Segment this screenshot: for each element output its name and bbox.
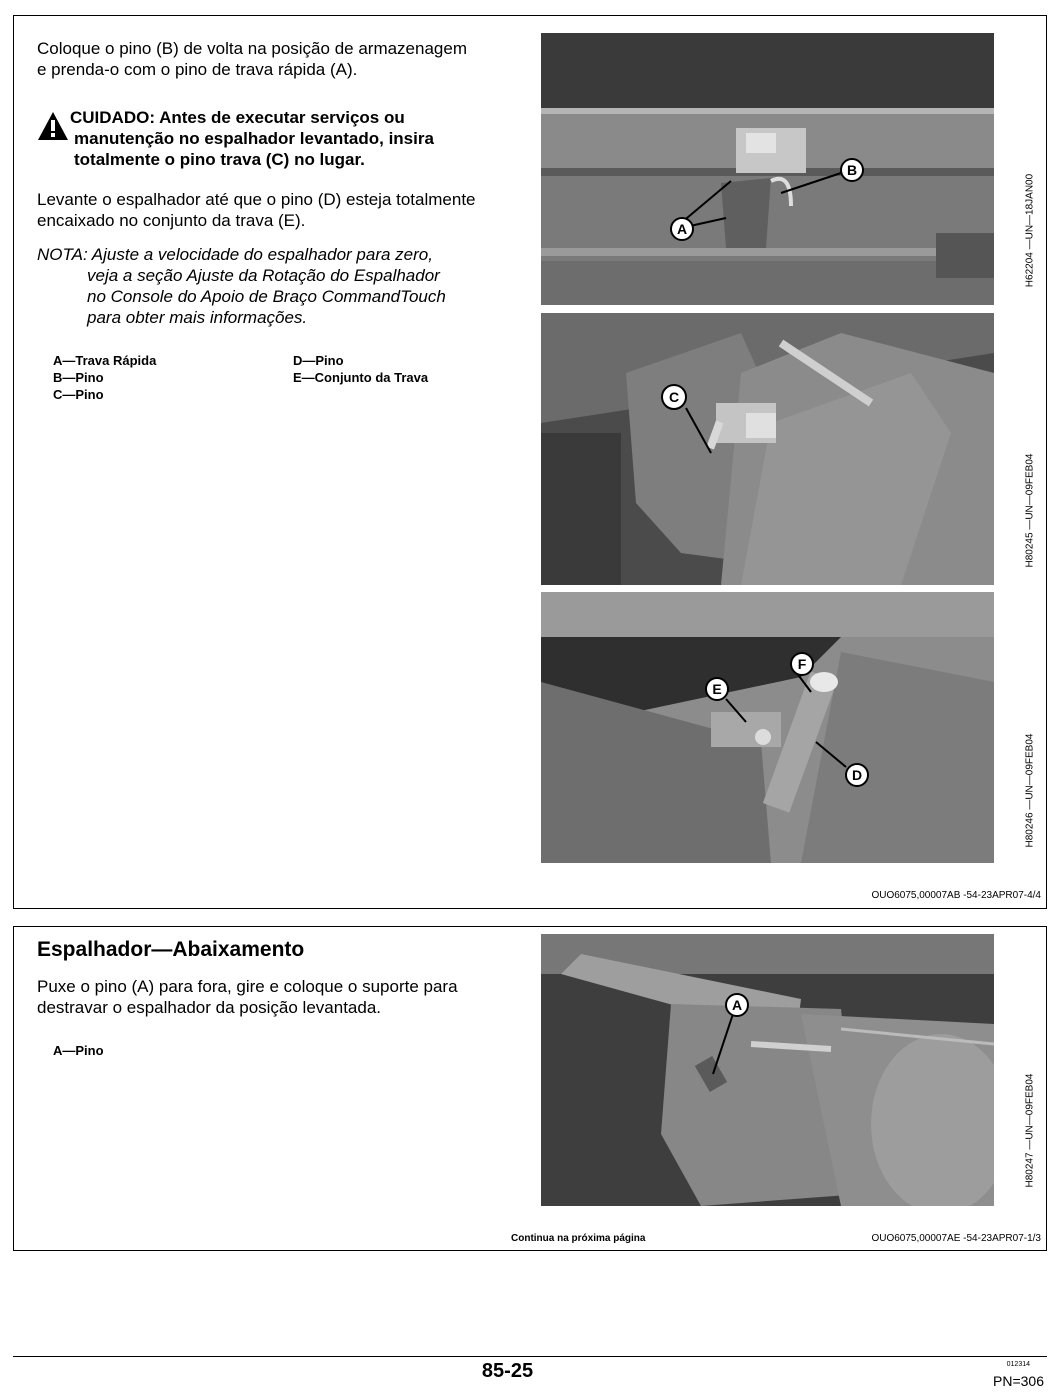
paragraph-line: Puxe o pino (A) para fora, gire e coloque o suporte para <box>37 977 458 996</box>
caution-line: CUIDADO: Antes de executar serviços ou <box>70 108 405 127</box>
caution-line: manutenção no espalhador levantado, insira <box>74 129 434 148</box>
note-line: veja a seção Ajuste da Rotação do Espalhador <box>87 266 440 285</box>
callout-d: D <box>851 767 863 783</box>
callout-a: A <box>676 221 688 237</box>
legend-item: C—Pino <box>53 387 104 402</box>
paragraph-line: e prenda-o com o pino de trava rápida (A). <box>37 60 358 79</box>
reference-code: OUO6075,00007AE -54-23APR07-1/3 <box>871 1233 1041 1244</box>
photo-pin-release <box>541 934 994 1206</box>
warning-triangle-icon <box>37 111 69 141</box>
instruction-paragraph-1 <box>37 38 467 80</box>
callout-b: B <box>846 162 858 178</box>
footer-divider <box>13 1356 1047 1357</box>
photo-code: H62204 —UN—18JAN00 <box>1024 173 1036 288</box>
legend-item: A—Trava Rápida <box>53 353 157 368</box>
paragraph-line: encaixado no conjunto da trava (E). <box>37 211 306 230</box>
callout-e: E <box>712 681 722 697</box>
legend-section-2 <box>53 1042 104 1059</box>
legend-item: A—Pino <box>53 1043 104 1058</box>
photo-code: H80245 —UN—09FEB04 <box>1024 453 1036 568</box>
callout-f: F <box>797 656 807 672</box>
paragraph-line: Coloque o pino (B) de volta na posição de armazenagem <box>37 39 467 58</box>
photo-code: H80246 —UN—09FEB04 <box>1024 733 1036 848</box>
note-line: no Console do Apoio de Braço CommandTouch <box>87 287 446 306</box>
photo-lock-assembly <box>541 592 994 863</box>
caution-line: totalmente o pino trava (C) no lugar. <box>74 150 365 169</box>
note-line: NOTA: Ajuste a velocidade do espalhador para zero, <box>37 245 433 264</box>
callout-c: C <box>668 389 680 405</box>
legend-item: E—Conjunto da Trava <box>293 370 429 385</box>
photo-code: H80247 —UN—09FEB04 <box>1024 1073 1036 1188</box>
paragraph-line: Levante o espalhador até que o pino (D) esteja totalmente <box>37 190 476 209</box>
legend-item: B—Pino <box>53 370 104 385</box>
small-code: 012314 <box>1006 1361 1030 1368</box>
legend-left <box>53 352 156 403</box>
continue-notice: Continua na próxima página <box>511 1233 646 1244</box>
reference-code: OUO6075,00007AB -54-23APR07-4/4 <box>871 890 1041 901</box>
legend-item: D—Pino <box>293 353 344 368</box>
page-number: 85-25 <box>481 1360 534 1382</box>
caution-notice <box>37 107 434 170</box>
legend-right <box>293 352 428 386</box>
section-heading: Espalhador—Abaixamento <box>37 938 305 961</box>
photo-quick-lock-pin <box>541 33 994 305</box>
pn-label: PN=306 <box>993 1373 1044 1389</box>
instruction-paragraph-3 <box>37 976 458 1018</box>
photo-lock-pin <box>541 313 994 585</box>
instruction-paragraph-2 <box>37 189 476 231</box>
note-block <box>37 244 446 328</box>
note-line: para obter mais informações. <box>87 308 308 327</box>
paragraph-line: destravar o espalhador da posição levantada. <box>37 998 382 1017</box>
callout-a: A <box>731 997 743 1013</box>
